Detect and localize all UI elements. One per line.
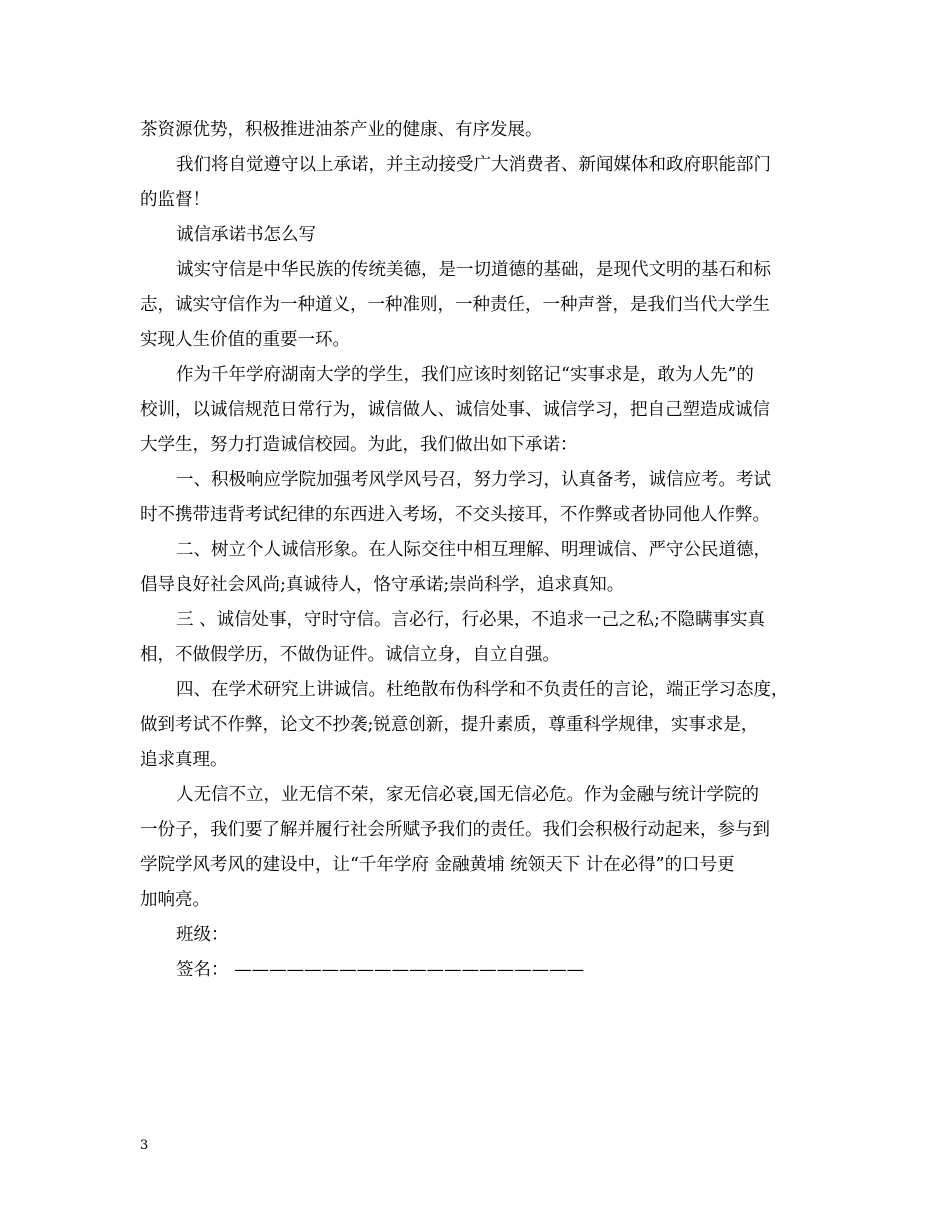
text-line: 的监督！	[140, 190, 210, 210]
text-line: 茶资源优势，积极推进油茶产业的健康、有序发展。	[140, 120, 543, 140]
text-line: 大学生，努力打造诚信校园。为此，我们做出如下承诺：	[140, 435, 578, 455]
text-line: 追求真理。	[140, 750, 228, 770]
text-line: 加响亮。	[140, 890, 210, 910]
text-line: 相，不做假学历，不做伪证件。诚信立身，自立自强。	[140, 645, 560, 665]
section-heading: 诚信承诺书怎么写	[176, 225, 316, 245]
text-line: 四、在学术研究上讲诚信。杜绝散布伪科学和不负责任的言论，端正学习态度，	[176, 680, 789, 700]
page-number: 3	[140, 1138, 149, 1153]
text-line: 二、树立个人诚信形象。在人际交往中相互理解、明理诚信、严守公民道德，	[176, 540, 771, 560]
text-line: 一份子，我们要了解并履行社会所赋予我们的责任。我们会积极行动起来，参与到	[140, 820, 770, 840]
text-line: 实现人生价值的重要一环。	[140, 330, 350, 350]
text-line: 人无信不立，业无信不荣，家无信必衰,国无信必危。作为金融与统计学院的	[176, 785, 760, 805]
text-line: 作为千年学府湖南大学的学生，我们应该时刻铭记“实事求是，敢为人先”的	[176, 365, 754, 385]
text-line: 我们将自觉遵守以上承诺，并主动接受广大消费者、新闻媒体和政府职能部门	[176, 155, 771, 175]
text-line: 三 、诚信处事，守时守信。言必行，行必果，不追求一己之私;不隐瞒事实真	[176, 610, 765, 630]
signature-line: 签名： ————————————————————	[176, 960, 585, 980]
text-line: 志，诚实守信作为一种道义，一种准则，一种责任，一种声誉，是我们当代大学生	[140, 295, 770, 315]
text-line: 倡导良好社会风尚;真诚待人，恪守承诺;崇尚科学，追求真知。	[140, 575, 625, 595]
text-line: 校训，以诚信规范日常行为，诚信做人、诚信处事、诚信学习，把自己塑造成诚信	[140, 400, 770, 420]
text-line: 学院学风考风的建设中，让“千年学府 金融黄埔 统领天下 计在必得”的口号更	[140, 855, 735, 875]
text-line: 时不携带违背考试纪律的东西进入考场，不交头接耳，不作弊或者协同他人作弊。	[140, 505, 770, 525]
text-line: 诚实守信是中华民族的传统美德，是一切道德的基础，是现代文明的基石和标	[176, 260, 771, 280]
text-line: 一、积极响应学院加强考风学风号召，努力学习，认真备考，诚信应考。考试	[176, 470, 771, 490]
text-line: 做到考试不作弊，论文不抄袭;锐意创新，提升素质，尊重科学规律，实事求是，	[140, 715, 759, 735]
class-label: 班级：	[176, 925, 229, 945]
